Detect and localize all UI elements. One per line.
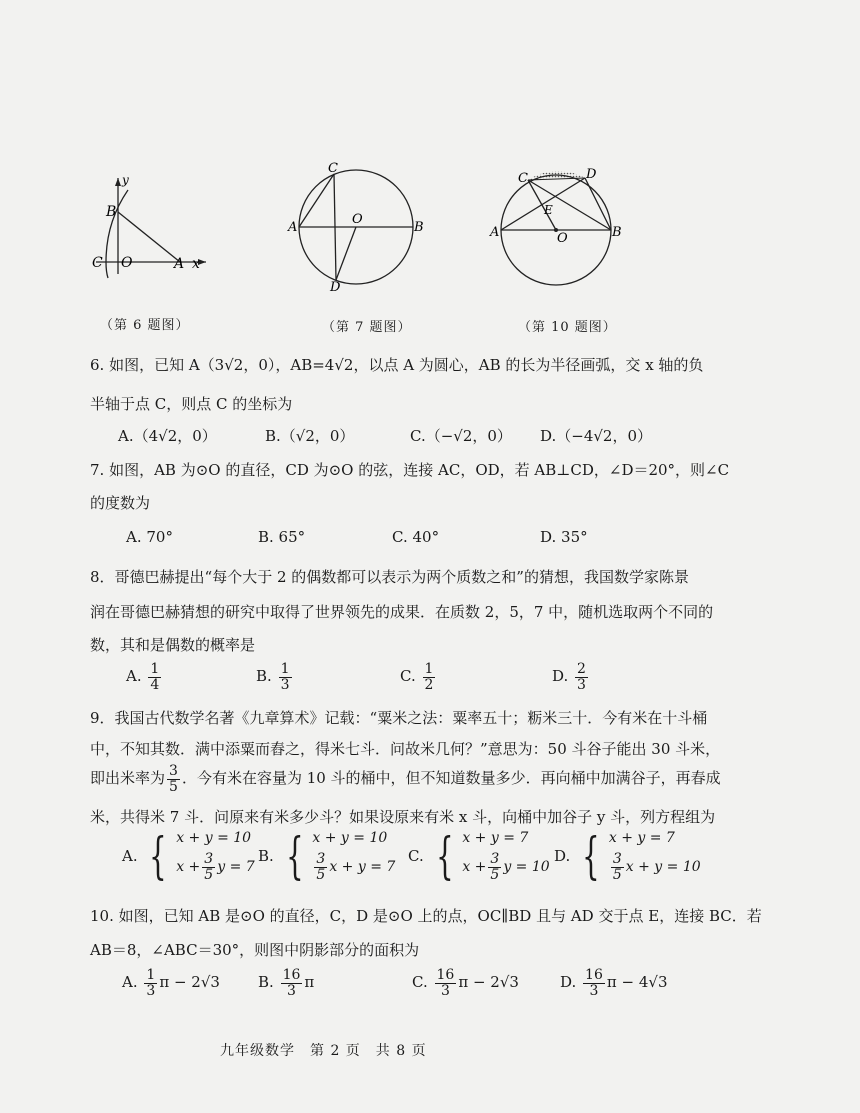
q9-text-line2: 中，不知其数．满中添粟而舂之，得米七斗．问故米几何？”意思为：50 斗谷子能出 30 斗米， xyxy=(90,740,721,758)
q8-option-d-fraction: $\frac{2}{3}$ xyxy=(577,661,586,693)
fig6-label-x: x xyxy=(192,256,200,272)
q10-option-c-fraction: $\frac{16}{3}$ xyxy=(436,967,455,999)
q9-option-c-eq1: x + y = 7 xyxy=(462,830,529,846)
q9-option-a-eq1: x + y = 10 xyxy=(176,830,252,846)
figure-10-caption: （第 10 题图） xyxy=(518,320,617,335)
q9-option-d-letter: D. xyxy=(554,847,571,866)
q9-text-line3 xyxy=(90,764,721,794)
q10-option-d-fraction: $\frac{16}{3}$ xyxy=(585,967,603,999)
q9-text-line1: 9．我国古代数学名著《九章算术》记载：“粟米之法：粟率五十；粝米三十．今有米在十斗桶 xyxy=(90,709,708,727)
fig10-label-a: A xyxy=(490,225,500,240)
q10-option-d xyxy=(560,968,667,998)
q9-option-b-letter: B. xyxy=(258,847,274,866)
fig6-label-y: y xyxy=(122,173,129,187)
fig6-label-c: C xyxy=(92,255,103,271)
q7-option-c: C. 40° xyxy=(392,528,440,546)
fig6-label-a: A xyxy=(174,256,185,272)
q8-text-line3: 数，其和是偶数的概率是 xyxy=(90,636,256,654)
q10-option-a-letter: A. xyxy=(122,973,138,992)
q7-text-line2: 的度数为 xyxy=(90,494,151,512)
figure-6-caption: （第 6 题图） xyxy=(100,318,190,333)
page-footer: 九年级数学 第 2 页 共 8 页 xyxy=(220,1043,427,1059)
fig7-label-b: B xyxy=(414,220,424,235)
fig10-label-e: E xyxy=(544,203,553,217)
q9-option-c-system: { x + y = 7 x + $\frac{3}{5}$ y = 10 xyxy=(435,827,550,886)
q8-option-d xyxy=(552,662,590,692)
q10-option-d-rest: π − 4√3 xyxy=(606,973,668,992)
q10-option-b-fraction: $\frac{16}{3}$ xyxy=(282,967,301,999)
q9-option-d-eq2: $\frac{3}{5}$ x + y = 10 xyxy=(612,851,701,883)
q8-option-b xyxy=(256,662,294,692)
fig10-label-o: O xyxy=(557,231,568,246)
figure-6 xyxy=(88,170,218,280)
q10-option-c-rest: π − 2√3 xyxy=(458,973,519,992)
q9-option-b-eq1: x + y = 10 xyxy=(312,830,388,846)
q10-option-b xyxy=(258,968,314,998)
q6-option-a: A.（4√2，0） xyxy=(118,427,217,445)
q10-option-a xyxy=(122,968,220,998)
q10-option-d-letter: D. xyxy=(560,973,577,992)
q9-text-line4: 米，共得米 7 斗．问原来有米多少斗？如果设原来有米 x 斗，向桶中加谷子 y 斗，列方程组为 xyxy=(90,808,716,826)
fig7-label-o: O xyxy=(352,212,363,227)
fig6-label-b: B xyxy=(106,204,117,220)
q9-option-a-system: { x + y = 10 x + $\frac{3}{5}$ y = 7 xyxy=(149,827,255,886)
q8-option-c-letter: C. xyxy=(400,667,416,686)
q10-option-c xyxy=(412,968,519,998)
q9-option-b-eq2: $\frac{3}{5}$ x + y = 7 xyxy=(316,851,396,883)
q10-text-line2: AB＝8，∠ABC＝30°，则图中阴影部分的面积为 xyxy=(90,941,420,959)
fig10-label-d: D xyxy=(586,167,597,182)
figure-10 xyxy=(488,166,628,301)
q7-option-b: B. 65° xyxy=(258,528,306,546)
q8-option-b-fraction: $\frac{1}{3}$ xyxy=(280,661,290,693)
q8-option-c xyxy=(400,662,437,692)
q7-option-a: A. 70° xyxy=(126,528,173,546)
q8-option-b-letter: B. xyxy=(256,667,272,686)
q8-option-a-fraction: $\frac{1}{4}$ xyxy=(150,661,160,693)
q9-option-c-letter: C. xyxy=(408,847,424,866)
q6-option-d: D.（−4√2，0） xyxy=(540,427,653,445)
fig10-label-b: B xyxy=(612,225,622,240)
q10-text-line1: 10. 如图，已知 AB 是⊙O 的直径，C，D 是⊙O 上的点，OC∥BD 且与 AD 交于点 E，连接 BC．若 xyxy=(90,907,762,925)
q9-option-c xyxy=(408,827,550,886)
q8-option-c-fraction: $\frac{1}{2}$ xyxy=(424,661,434,693)
q9-option-c-eq2: x + $\frac{3}{5}$ y = 10 xyxy=(462,851,550,883)
fig6-label-o: O xyxy=(121,255,133,271)
fig7-label-d: D xyxy=(330,280,341,295)
fig7-label-c: C xyxy=(328,161,338,176)
q8-text-line1: 8．哥德巴赫提出“每个大于 2 的偶数都可以表示为两个质数之和”的猜想，我国数学家陈景 xyxy=(90,568,689,586)
fig10-label-c: C xyxy=(518,171,528,186)
q9-option-b xyxy=(258,827,396,886)
q9-option-a-eq2: x + $\frac{3}{5}$ y = 7 xyxy=(176,851,255,883)
figure-7 xyxy=(286,160,426,295)
q8-option-a xyxy=(126,662,163,692)
q9-option-a xyxy=(122,827,255,886)
q10-option-a-rest: π − 2√3 xyxy=(159,973,220,992)
q10-option-b-letter: B. xyxy=(258,973,274,992)
q9-text-line3-start: 即出米率为 xyxy=(90,769,166,788)
figure-7-caption: （第 7 题图） xyxy=(322,320,412,335)
q10-option-b-rest: π xyxy=(304,973,315,992)
q9-rate-fraction: $\frac{3}{5}$ xyxy=(169,763,178,795)
q8-text-line2: 润在哥德巴赫猜想的研究中取得了世界领先的成果．在质数 2，5，7 中，随机选取两个不同的 xyxy=(90,603,714,621)
q6-option-b: B.（√2，0） xyxy=(265,427,355,445)
q7-option-d: D. 35° xyxy=(540,528,588,546)
q9-option-d xyxy=(554,827,701,886)
q6-option-c: C.（−√2，0） xyxy=(410,427,512,445)
q9-option-b-system: { x + y = 10 $\frac{3}{5}$ x + y = 7 xyxy=(285,827,396,886)
q10-option-c-letter: C. xyxy=(412,973,428,992)
q9-option-d-system: { x + y = 7 $\frac{3}{5}$ x + y = 10 xyxy=(582,827,701,886)
q7-text-line1: 7. 如图，AB 为⊙O 的直径，CD 为⊙O 的弦，连接 AC，OD，若 AB⊥CD，∠D＝20°，则∠C xyxy=(90,461,730,479)
q9-text-line3-end: ．今有米在容量为 10 斗的桶中，但不知道数量多少．再向桶中加满谷子，再春成 xyxy=(181,769,721,788)
q8-option-d-letter: D. xyxy=(552,667,569,686)
q10-option-a-fraction: $\frac{1}{3}$ xyxy=(146,967,156,999)
q6-text-line1: 6. 如图，已知 A（3√2，0），AB=4√2，以点 A 为圆心，AB 的长为半径画弧，交 x 轴的负 xyxy=(90,356,704,374)
q9-option-a-letter: A. xyxy=(122,847,138,866)
q8-option-a-letter: A. xyxy=(126,667,142,686)
q9-option-d-eq1: x + y = 7 xyxy=(608,830,675,846)
q6-text-line2: 半轴于点 C，则点 C 的坐标为 xyxy=(90,395,293,413)
fig7-label-a: A xyxy=(288,220,298,235)
